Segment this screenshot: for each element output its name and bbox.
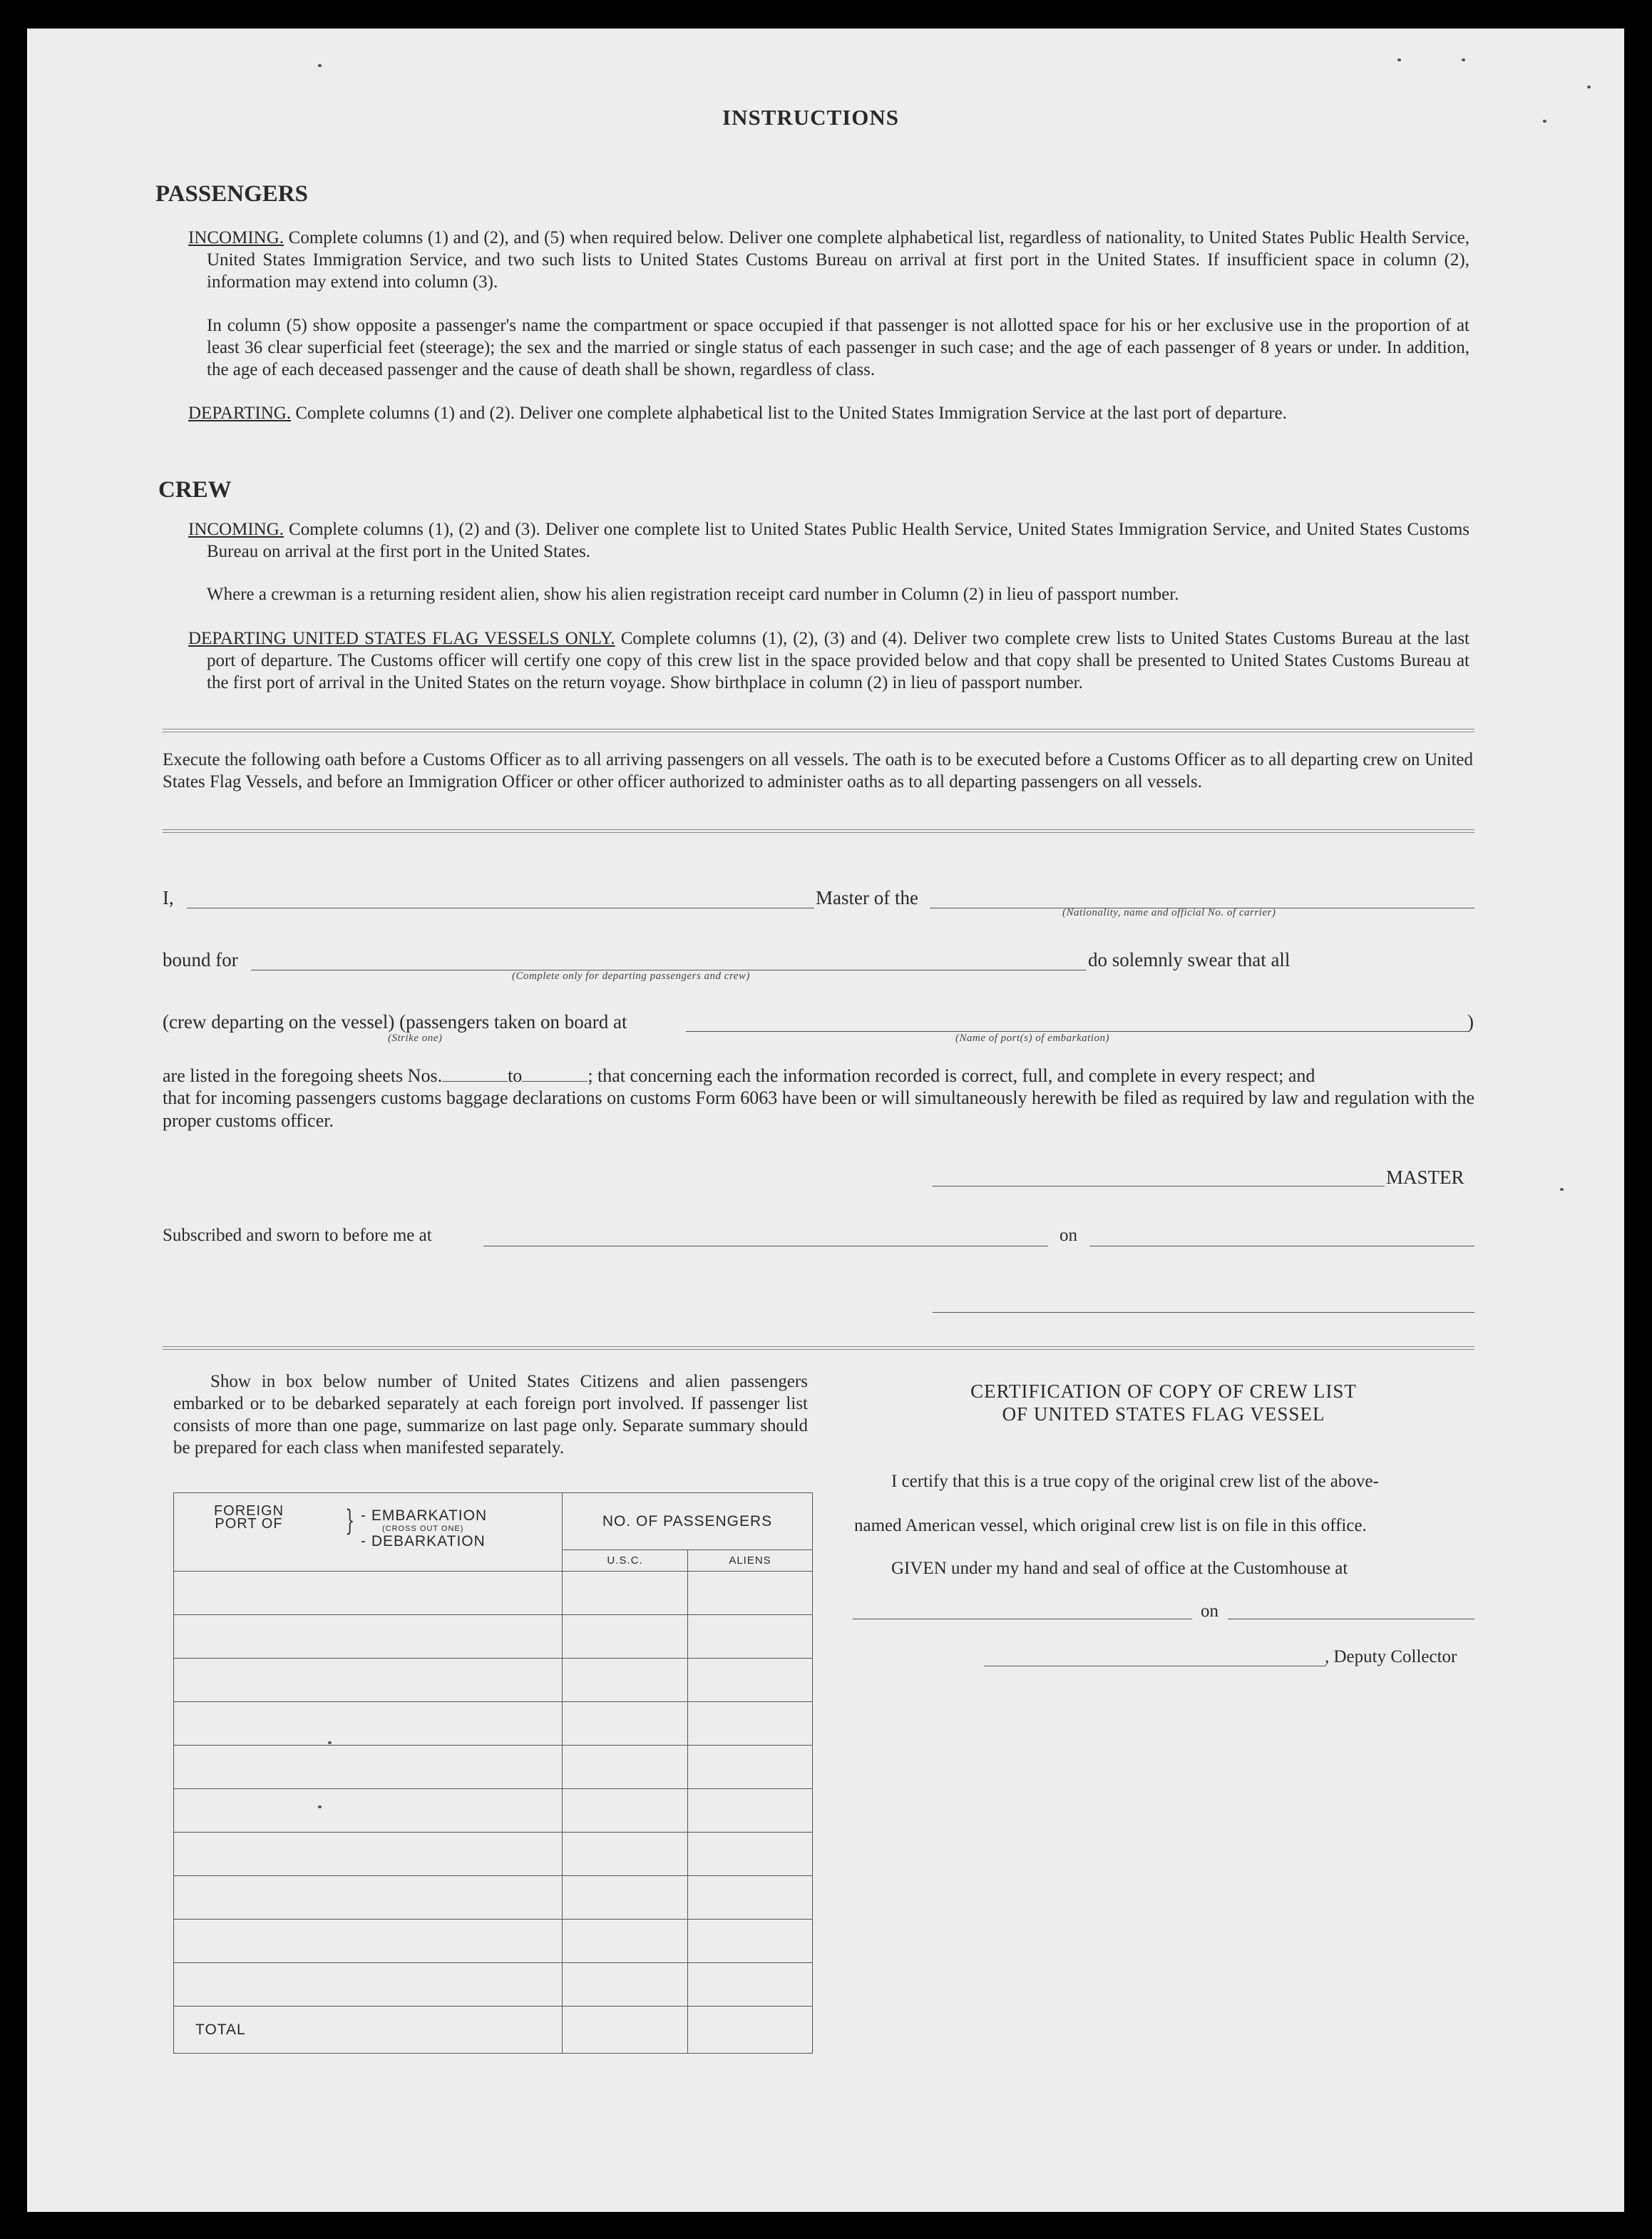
aliens-cell[interactable] [688, 1702, 813, 1746]
certification-title-2: OF UNITED STATES FLAG VESSEL [1002, 1403, 1325, 1425]
usc-cell[interactable] [563, 1833, 688, 1876]
aliens-cell[interactable] [688, 1876, 813, 1920]
table-row [174, 1659, 813, 1702]
crew-departing-label: (crew departing on the vessel) (passengers taken on board at [163, 1011, 627, 1033]
carrier-caption: (Nationality, name and official No. of carrier) [1062, 907, 1276, 918]
usc-cell[interactable] [563, 1920, 688, 1963]
scan-speck [1560, 1188, 1564, 1191]
usc-cell[interactable] [563, 1746, 688, 1789]
port-cell[interactable] [174, 1920, 563, 1963]
aliens-cell[interactable] [688, 1659, 813, 1702]
aliens-total-cell[interactable] [688, 2007, 813, 2054]
table-row [174, 1789, 813, 1833]
usc-cell[interactable] [563, 1659, 688, 1702]
cross-out-label: (CROSS OUT ONE) [382, 1525, 464, 1533]
port-cell[interactable] [174, 1746, 563, 1789]
swear-label: do solemnly swear that all [1088, 949, 1291, 970]
page-title: INSTRUCTIONS [722, 105, 900, 130]
crew-incoming-label: INCOMING. [188, 520, 284, 539]
crew-incoming [188, 518, 1469, 563]
port-cell[interactable] [174, 1833, 563, 1876]
table-row [174, 1833, 813, 1876]
bound-for-label: bound for [163, 949, 238, 970]
foreign-port-of-label: FOREIGN PORT OF [213, 1503, 284, 1532]
usc-cell[interactable] [563, 1615, 688, 1659]
port-header-cell [174, 1493, 563, 1572]
aliens-cell[interactable] [688, 1963, 813, 2007]
listed-line [163, 1064, 1474, 1087]
deputy-collector-label: , Deputy Collector [1325, 1647, 1457, 1666]
subscribed-on-label: on [1060, 1226, 1077, 1245]
port-cell[interactable] [174, 1659, 563, 1702]
certification-line-3: GIVEN under my hand and seal of office at the Customhouse at [891, 1559, 1348, 1578]
usc-cell[interactable] [563, 1963, 688, 2007]
scan-speck [318, 1805, 322, 1808]
crew-departing-label: DEPARTING UNITED STATES FLAG VESSELS ONLY. [188, 629, 615, 648]
oath-intro: Execute the following oath before a Customs Officer as to all arriving passengers on all vessels. The oath is to be executed before a Customs Officer as to all departing crew on United States Flag Vessels, and before an Immigration Officer or other officer authorized to administer oaths as to all departing passengers on all vessels. [163, 750, 1473, 791]
divider-2 [163, 829, 1474, 833]
port-cell[interactable] [174, 1702, 563, 1746]
passenger-summary-table [173, 1492, 813, 2054]
aliens-cell[interactable] [688, 1746, 813, 1789]
passengers-departing-label: DEPARTING. [188, 404, 292, 423]
aliens-cell[interactable] [688, 1789, 813, 1833]
passengers-incoming [188, 227, 1469, 293]
table-row [174, 1876, 813, 1920]
embarkation-caption: (Name of port(s) of embarkation) [955, 1033, 1109, 1044]
port-cell[interactable] [174, 1876, 563, 1920]
passengers-departing-text: Complete columns (1) and (2). Deliver one complete alphabetical list to the United States Immigration Service at the last port of departure. [295, 404, 1287, 423]
aliens-header: ALIENS [688, 1550, 813, 1572]
usc-total-cell[interactable] [563, 2007, 688, 2054]
master-signature-field[interactable] [933, 1186, 1385, 1187]
table-row [174, 1963, 813, 2007]
embarkation-field[interactable] [686, 1031, 1469, 1032]
scan-speck [318, 64, 322, 67]
port-cell[interactable] [174, 1615, 563, 1659]
oath-i-label: I, [163, 887, 174, 908]
scan-speck [1462, 58, 1465, 61]
close-paren: ) [1467, 1011, 1474, 1033]
scan-speck [328, 1741, 332, 1744]
certification-line-1: I certify that this is a true copy of the original crew list of the above- [891, 1472, 1379, 1491]
subscribed-label: Subscribed and sworn to before me at [163, 1226, 432, 1245]
usc-header: U.S.C. [563, 1550, 688, 1572]
divider-3 [163, 1346, 1474, 1350]
usc-cell[interactable] [563, 1702, 688, 1746]
certification-title-1: CERTIFICATION OF COPY OF CREW LIST [970, 1380, 1357, 1402]
port-cell[interactable] [174, 1789, 563, 1833]
no-passengers-header: NO. OF PASSENGERS [563, 1493, 813, 1550]
crew-departing-text: Complete columns (1), (2), (3) and (4). Deliver two complete crew lists to United States Customs Bureau at the last port of departure. The Customs officer will certify one copy of this crew list in the space provided below and that copy shall be presented to United States Customs Bureau at the first port of arrival in the United States on the return voyage. Show birthplace in column (2) in lieu of passport number. [207, 629, 1469, 692]
aliens-cell[interactable] [688, 1572, 813, 1615]
listed-post: ; that concerning each the information recorded is correct, full, and complete in every respect; and [588, 1065, 1315, 1086]
crew-resident: Where a crewman is a returning resident alien, show his alien registration receipt card number in Column (2) in lieu of passport number. [207, 585, 1179, 604]
passengers-incoming-text: Complete columns (1) and (2), and (5) when required below. Deliver one complete alphabetical list, regardless of nationality, to United States Public Health Service, United States Immigration Service, and two such lists to United States Customs Bureau on arrival at first port in the United States. If insufficient space in column (2), information may extend into column (3). [207, 228, 1470, 292]
total-row [174, 2007, 813, 2054]
port-cell[interactable] [174, 1572, 563, 1615]
table-row [174, 1702, 813, 1746]
passengers-column5: In column (5) show opposite a passenger's name the compartment or space occupied if that passenger is not allotted space for his or her exclusive use in the proportion of at least 36 clear superficial feet (steerage); the sex and the married or single status of each passenger in such case; and the age of each passenger of 8 years or under. In addition, the age of each deceased passenger and the cause of death shall be shown, regardless of class. [207, 316, 1469, 379]
sheet-to-field[interactable] [522, 1064, 588, 1082]
summary-text: Show in box below number of United States Citizens and alien passengers embarked or to be debarked separately at each foreign port involved. If passenger list consists of more than one page, summarize on last page only. Separate summary should be prepared for each class when manifested separately. [173, 1372, 808, 1457]
debarkation-label: - DEBARKATION [361, 1533, 486, 1549]
aliens-cell[interactable] [688, 1920, 813, 1963]
port-cell[interactable] [174, 1963, 563, 2007]
passengers-heading: PASSENGERS [155, 181, 308, 207]
certification-on-label: on [1201, 1602, 1219, 1621]
listed-pre: are listed in the foregoing sheets Nos. [163, 1065, 443, 1086]
aliens-cell[interactable] [688, 1615, 813, 1659]
usc-cell[interactable] [563, 1789, 688, 1833]
total-label: TOTAL [174, 2007, 563, 2054]
embarkation-label: - EMBARKATION [361, 1507, 488, 1524]
table-row [174, 1920, 813, 1963]
crew-departing [188, 627, 1469, 694]
usc-cell[interactable] [563, 1572, 688, 1615]
scan-speck [1587, 86, 1591, 88]
sheet-from-field[interactable] [442, 1064, 508, 1082]
listed-rest: that for incoming passengers customs baggage declarations on customs Form 6063 have been or will simultaneously herewith be filed as required by law and regulation with the proper customs officer. [163, 1087, 1474, 1131]
table-row [174, 1615, 813, 1659]
table-row [174, 1746, 813, 1789]
officer-signature-field[interactable] [933, 1312, 1474, 1313]
scan-speck [1397, 58, 1401, 61]
listed-to: to [508, 1065, 523, 1086]
crew-incoming-text: Complete columns (1), (2) and (3). Deliver one complete list to United States Public Health Service, United States Immigration Service, and United States Customs Bureau on arrival at the first port in the United States. [207, 520, 1470, 561]
usc-cell[interactable] [563, 1876, 688, 1920]
bound-for-caption: (Complete only for departing passengers and crew) [512, 970, 750, 982]
master-of-the-label: Master of the [816, 887, 918, 908]
passengers-departing [188, 402, 1469, 424]
scan-speck [1543, 120, 1546, 123]
passengers-incoming-label: INCOMING. [188, 228, 284, 247]
table-row [174, 1572, 813, 1615]
divider-1 [163, 729, 1474, 732]
strike-one-caption: (Strike one) [388, 1033, 443, 1044]
certification-line-2: named American vessel, which original crew list is on file in this office. [854, 1516, 1367, 1535]
aliens-cell[interactable] [688, 1833, 813, 1876]
brace-icon: } [345, 1505, 355, 1537]
master-signature-label: MASTER [1386, 1167, 1464, 1188]
crew-heading: CREW [158, 477, 232, 503]
